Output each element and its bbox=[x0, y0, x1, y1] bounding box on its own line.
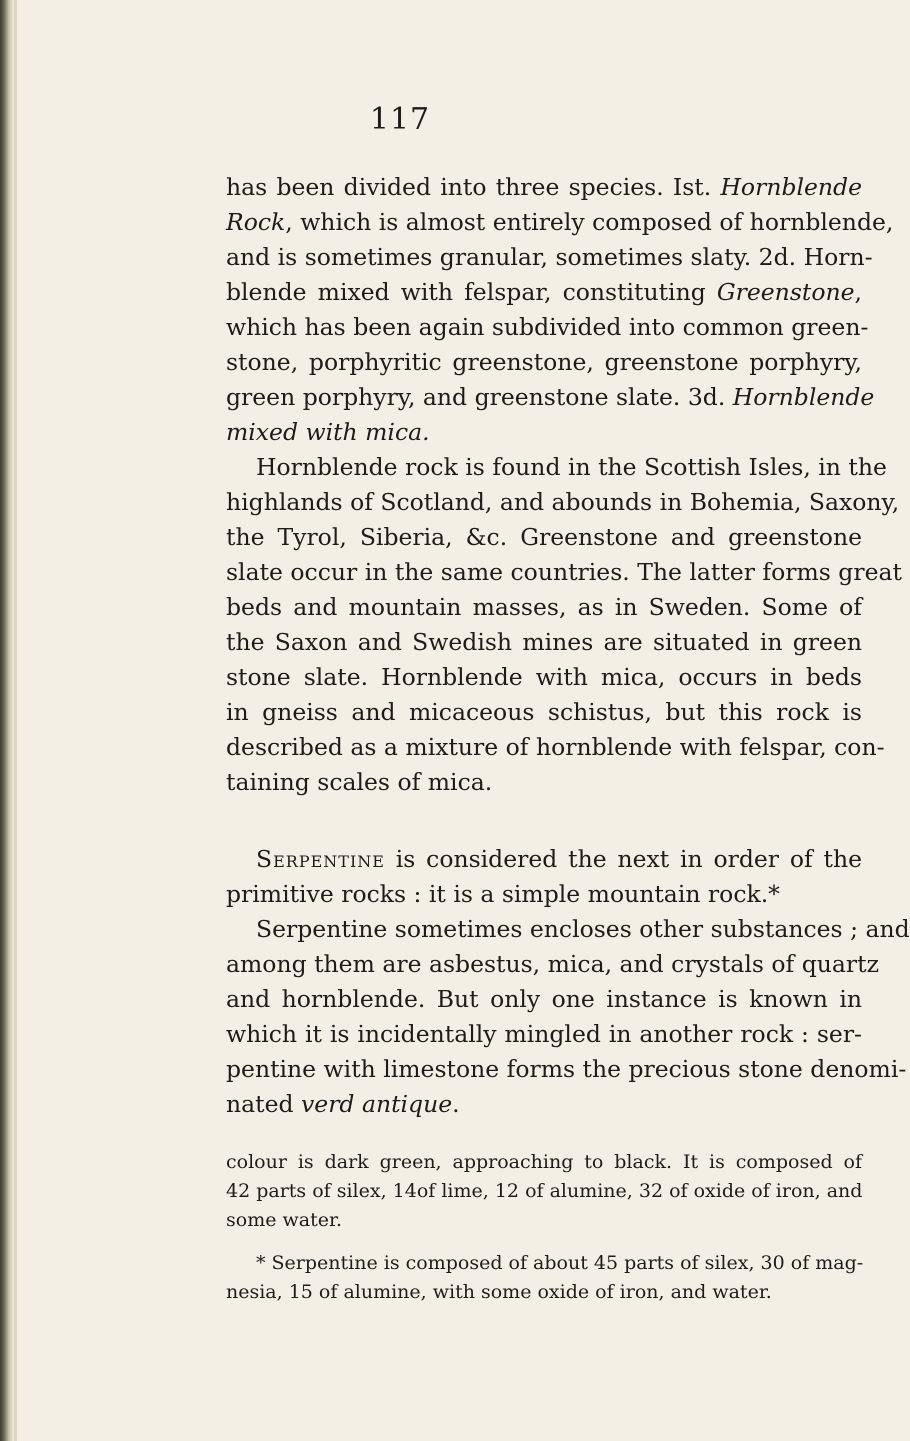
text-line bbox=[226, 276, 862, 308]
text-line: highlands of Scotland, and abounds in Bohemia, Saxony, bbox=[226, 488, 900, 516]
text-span: , bbox=[854, 278, 862, 306]
text-line: stone slate. Hornblende with mica, occurs in beds bbox=[226, 663, 862, 691]
text-line: described as a mixture of hornblende with felspar, con- bbox=[226, 733, 885, 761]
text-line: stone, porphyritic greenstone, greenstone porphyry, bbox=[226, 348, 862, 376]
text-line: and hornblende. But only one instance is known in bbox=[226, 985, 862, 1013]
text-span: is considered the next in order of the bbox=[384, 845, 862, 873]
text-line: beds and mountain masses, as in Sweden. Some of bbox=[226, 593, 862, 621]
text-line bbox=[226, 1088, 862, 1120]
text-line: the Saxon and Swedish mines are situated in green bbox=[226, 628, 862, 656]
text-line: the Tyrol, Siberia, &c. Greenstone and greenstone bbox=[226, 523, 862, 551]
text-line bbox=[226, 206, 894, 238]
text-line: Serpentine sometimes encloses other substances ; and bbox=[256, 915, 910, 943]
text-line bbox=[226, 381, 875, 413]
page-gutter-shadow bbox=[14, 0, 17, 1441]
footnote-line: nesia, 15 of alumine, with some oxide of iron, and water. bbox=[226, 1281, 772, 1303]
italic-term: verd antique bbox=[301, 1090, 453, 1118]
footnote-line: some water. bbox=[226, 1209, 342, 1231]
text-span: has been divided into three species. Ist. bbox=[226, 173, 721, 201]
italic-term: Hornblende bbox=[720, 173, 862, 201]
text-line: and is sometimes granular, sometimes slaty. 2d. Horn- bbox=[226, 243, 873, 271]
text-line: among them are asbestus, mica, and crystals of quartz bbox=[226, 950, 879, 978]
text-line: Hornblende rock is found in the Scottish Isles, in the bbox=[256, 453, 887, 481]
italic-term: Greenstone bbox=[716, 278, 855, 306]
italic-term: mixed with mica. bbox=[226, 418, 430, 446]
text-line bbox=[226, 416, 862, 448]
text-span: green porphyry, and greenstone slate. 3d. bbox=[226, 383, 733, 411]
text-span: nated bbox=[226, 1090, 302, 1118]
text-line: which has been again subdivided into common green- bbox=[226, 313, 869, 341]
text-line bbox=[256, 843, 862, 875]
italic-term: Rock bbox=[226, 208, 286, 236]
text-span: blende mixed with felspar, constituting bbox=[226, 278, 717, 306]
text-line: pentine with limestone forms the precious stone denomi- bbox=[226, 1055, 907, 1083]
small-caps-term: Serpentine bbox=[256, 845, 385, 873]
text-line bbox=[226, 171, 862, 203]
text-line: in gneiss and micaceous schistus, but this rock is bbox=[226, 698, 862, 726]
footnote-line: colour is dark green, approaching to black. It is composed of bbox=[226, 1151, 862, 1173]
text-line: primitive rocks : it is a simple mountain rock.* bbox=[226, 880, 780, 908]
text-span: , which is almost entirely composed of hornblende, bbox=[285, 208, 894, 236]
text-line: taining scales of mica. bbox=[226, 768, 493, 796]
text-line: slate occur in the same countries. The latter forms great bbox=[226, 558, 902, 586]
page-number: 117 bbox=[369, 102, 431, 137]
text-line: which it is incidentally mingled in another rock : ser- bbox=[226, 1020, 862, 1048]
italic-term: Hornblende bbox=[732, 383, 875, 411]
page-binding-edge bbox=[0, 0, 14, 1441]
text-span: . bbox=[452, 1090, 460, 1118]
footnote-line: 42 parts of silex, 14of lime, 12 of alumine, 32 of oxide of iron, and bbox=[226, 1180, 863, 1202]
footnote-line: * Serpentine is composed of about 45 parts of silex, 30 of mag- bbox=[256, 1252, 864, 1274]
